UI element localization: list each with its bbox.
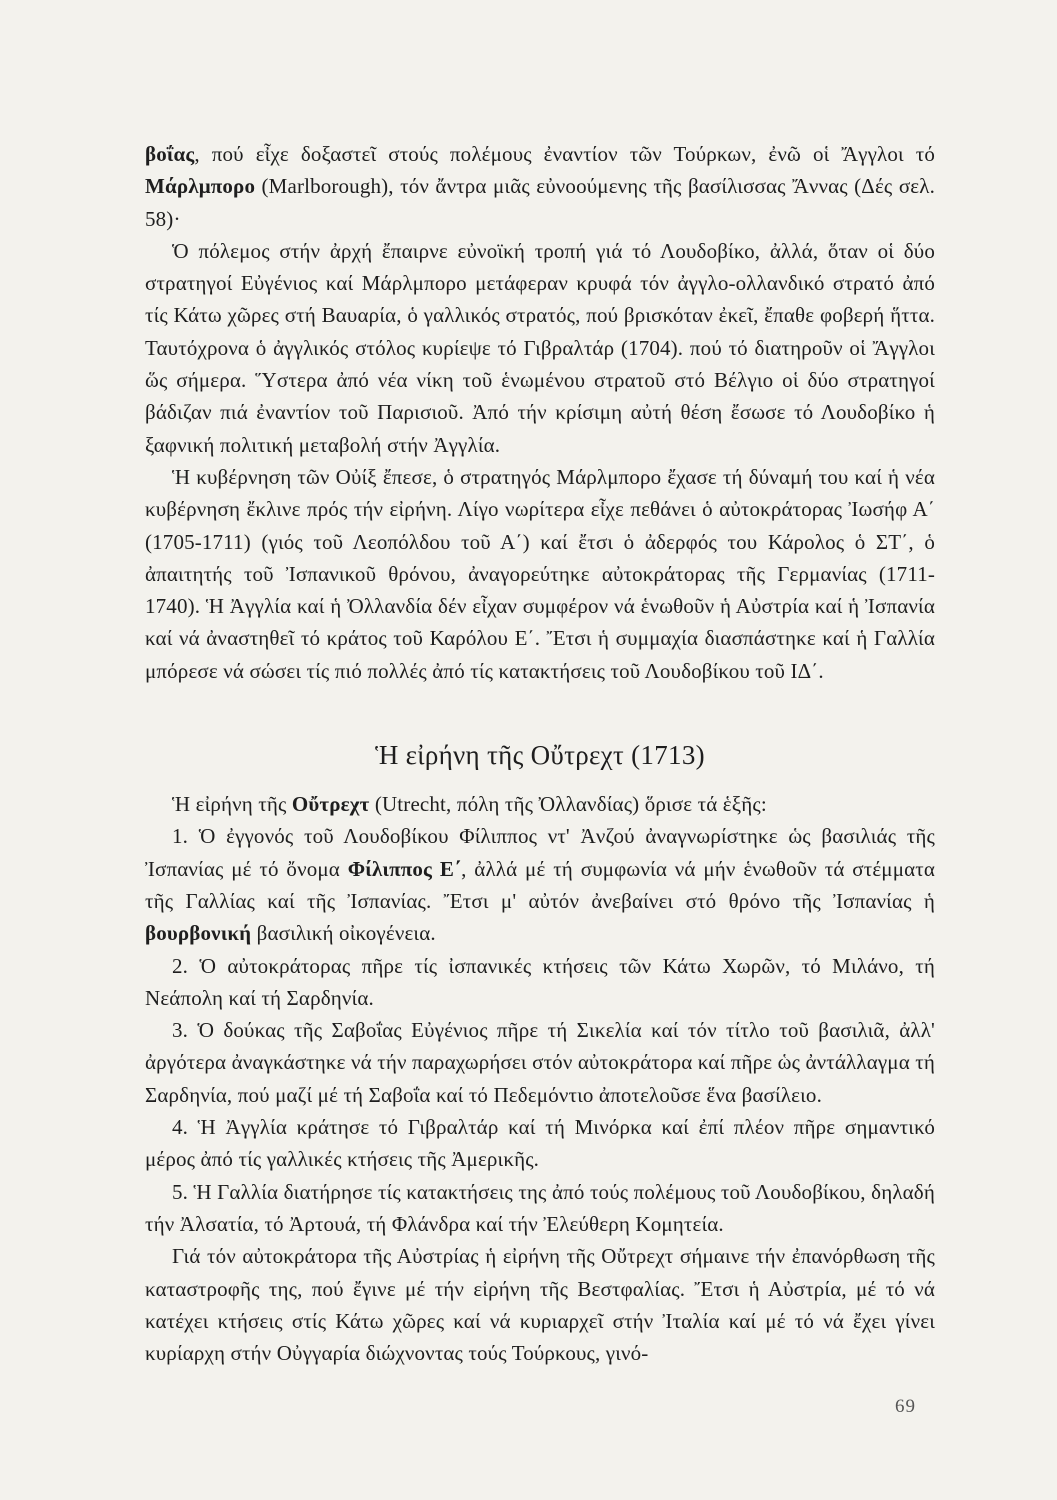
paragraph-government-fall xyxy=(145,461,935,687)
text-run: , πού εἶχε δοξαστεῖ στούς πολέμους ἐναντίον τῶν Τούρκων, ἐνῶ οἱ Ἄγγλοι τό xyxy=(194,142,935,166)
text-run: Γιά τόν αὐτοκράτορα τῆς Αὐστρίας ἡ εἰρήνη τῆς Οὔτρεχτ σήμαινε τήν ἐπανόρθωση τῆς καταστροφῆς της, πού ἔγινε μέ τήν εἰρήνη τῆς Βεστφαλίας. Ἔτσι ἡ Αὐστρία, μέ τό νά κατέχει κτήσεις στίς Κάτω χῶρες καί νά κυριαρχεῖ στήν Ἰταλία καί μέ τό νά ἔχει γίνει κυρίαρχη στήν Οὐγγαρία διώχνοντας τούς Τούρκους, γινό- xyxy=(145,1244,935,1366)
text-run: Ὁ πόλεμος στήν ἀρχή ἔπαιρνε εὐνοϊκή τροπή γιά τό Λουδοβίκο, ἀλλά, ὅταν οἱ δύο στρατηγοί Εὐγένιος καί Μάρλμπορο μετάφεραν κρυφά τόν ἀγγλο-ολλανδικό στρατό ἀπό τίς Κάτω χῶρες στή Βαυαρία, ὁ γαλλικός στρατός, πού βρισκόταν ἐκεῖ, ἔπαθε φοβερή ἥττα. Ταυτόχρονα ὁ ἀγγλικός στόλος κυρίεψε τό Γιβραλτάρ (1704). πού τό διατηροῦν οἱ Ἄγγλοι ὥς σήμερα. Ὕστερα ἀπό νέα νίκη τοῦ ἑνωμένου στρατοῦ στό Βέλγιο οἱ δύο στρατηγοί βάδιζαν πιά ἐναντίον τοῦ Παρισιοῦ. Ἀπό τήν κρίσιμη αὐτή θέση ἔσωσε τό Λουδοβίκο ἡ ξαφνική πολιτική μεταβολή στήν Ἀγγλία. xyxy=(145,238,935,457)
treaty-item-2 xyxy=(145,950,935,1015)
treaty-item-3 xyxy=(145,1014,935,1111)
paragraph-intro xyxy=(145,138,935,235)
paragraph-austria xyxy=(145,1240,935,1369)
body-text xyxy=(145,138,935,1369)
text-run: 2. Ὁ αὐτοκράτορας πῆρε τίς ἰσπανικές κτήσεις τῶν Κάτω Χωρῶν, τό Μιλάνο, τή Νεάπολη καί τή Σαρδηνία. xyxy=(145,953,935,1010)
section-heading: Ἡ εἰρήνη τῆς Οὔτρεχτ (1713) xyxy=(375,740,705,771)
text-run: , ἀλλά μέ τή συμφωνία νά μήν ἑνωθοῦν τά στέμματα τῆς Γαλλίας καί τῆς Ἰσπανίας. Ἔτσι μ' αὐτόν ἀνεβαίνει στό θρόνο τῆς Ἰσπανίας ἡ xyxy=(145,856,935,913)
text-run: 1. Ὁ ἐγγονός τοῦ Λουδοβίκου Φίλιππος ντ' Ἀνζού ἀναγνωρίστηκε ὡς βασιλιάς τῆς Ἰσπανίας μέ τό ὄνομα xyxy=(145,824,935,881)
paragraph-war-course xyxy=(145,235,935,461)
text-run: 4. Ἡ Ἀγγλία κράτησε τό Γιβραλτάρ καί τή Μινόρκα καί ἐπί πλέον πῆρε σημαντικό μέρος ἀπό τίς γαλλικές κτήσεις τῆς Ἀμερικῆς. xyxy=(145,1115,935,1172)
bold-term: Μάρλμπορο xyxy=(145,174,256,199)
bold-term: Φίλιππος Ε΄ xyxy=(347,856,462,881)
bold-term: βουρβονική xyxy=(145,921,252,946)
text-run: 5. Ἡ Γαλλία διατήρησε τίς κατακτήσεις της ἀπό τούς πολέμους τοῦ Λουδοβίκου, δηλαδή τήν Ἀλσατία, τό Ἀρτουά, τή Φλάνδρα καί τήν Ἐλεύθερη Κομητεία. xyxy=(145,1179,935,1236)
paragraph-treaty-intro xyxy=(145,788,935,820)
text-run: βασιλική οἰκογένεια. xyxy=(251,921,436,946)
treaty-item-5 xyxy=(145,1176,935,1241)
text-run: Ἡ κυβέρνηση τῶν Οὐίξ ἔπεσε, ὁ στρατηγός Μάρλμπορο ἔχασε τή δύναμή του καί ἡ νέα κυβέρνηση ἔκλινε πρός τήν εἰρήνη. Λίγο νωρίτερα εἶχε πεθάνει ὁ αὐτοκράτορας Ἰωσήφ Α΄ (1705-1711) (γιός τοῦ Λεοπόλδου τοῦ Α΄) καί ἔτσι ὁ ἀδερφός του Κάρολος ὁ ΣΤ΄, ὁ ἀπαιτητής τοῦ Ἰσπανικοῦ θρόνου, ἀναγορεύτηκε αὐτοκράτορας τῆς Γερμανίας (1711-1740). Ἡ Ἀγγλία καί ἡ Ὀλλανδία δέν εἶχαν συμφέρον νά ἑνωθοῦν ἡ Αὐστρία καί ἡ Ἰσπανία καί νά ἀναστηθεῖ τό κράτος τοῦ Καρόλου Ε΄. Ἔτσι ἡ συμμαχία διασπάστηκε καί ἡ Γαλλία μπόρεσε νά σώσει τίς πιό πολλές ἀπό τίς κατακτήσεις τοῦ Λουδοβίκου τοῦ ΙΔ΄. xyxy=(145,464,935,683)
text-run: Ἡ εἰρήνη τῆς xyxy=(172,792,292,817)
text-run: (Utrecht, πόλη τῆς Ὀλλανδίας) ὅρισε τά ἑξῆς: xyxy=(369,792,767,817)
text-run: 3. Ὁ δούκας τῆς Σαβοΐας Εὐγένιος πῆρε τή Σικελία καί τόν τίτλο τοῦ βασιλιᾶ, ἀλλ' ἀργότερα ἀναγκάστηκε νά τήν παραχωρήσει στόν αὐτοκράτορα καί πῆρε ὡς ἀντάλλαγμα τή Σαρδηνία, πού μαζί μέ τή Σαβοΐα καί τό Πεδεμόντιο ἀποτελοῦσε ἕνα βασίλειο. xyxy=(145,1018,935,1107)
treaty-item-1 xyxy=(145,820,935,949)
treaty-item-4 xyxy=(145,1111,935,1176)
text-run: (Marlborough), τόν ἄντρα μιᾶς εὐνοούμενης τῆς βασίλισσας Ἄννας (Δές σελ. 58)· xyxy=(145,174,935,231)
bold-term: Οὔτρεχτ xyxy=(291,792,370,817)
bold-term: βοΐας xyxy=(145,142,195,166)
page-number: 69 xyxy=(895,1396,916,1417)
